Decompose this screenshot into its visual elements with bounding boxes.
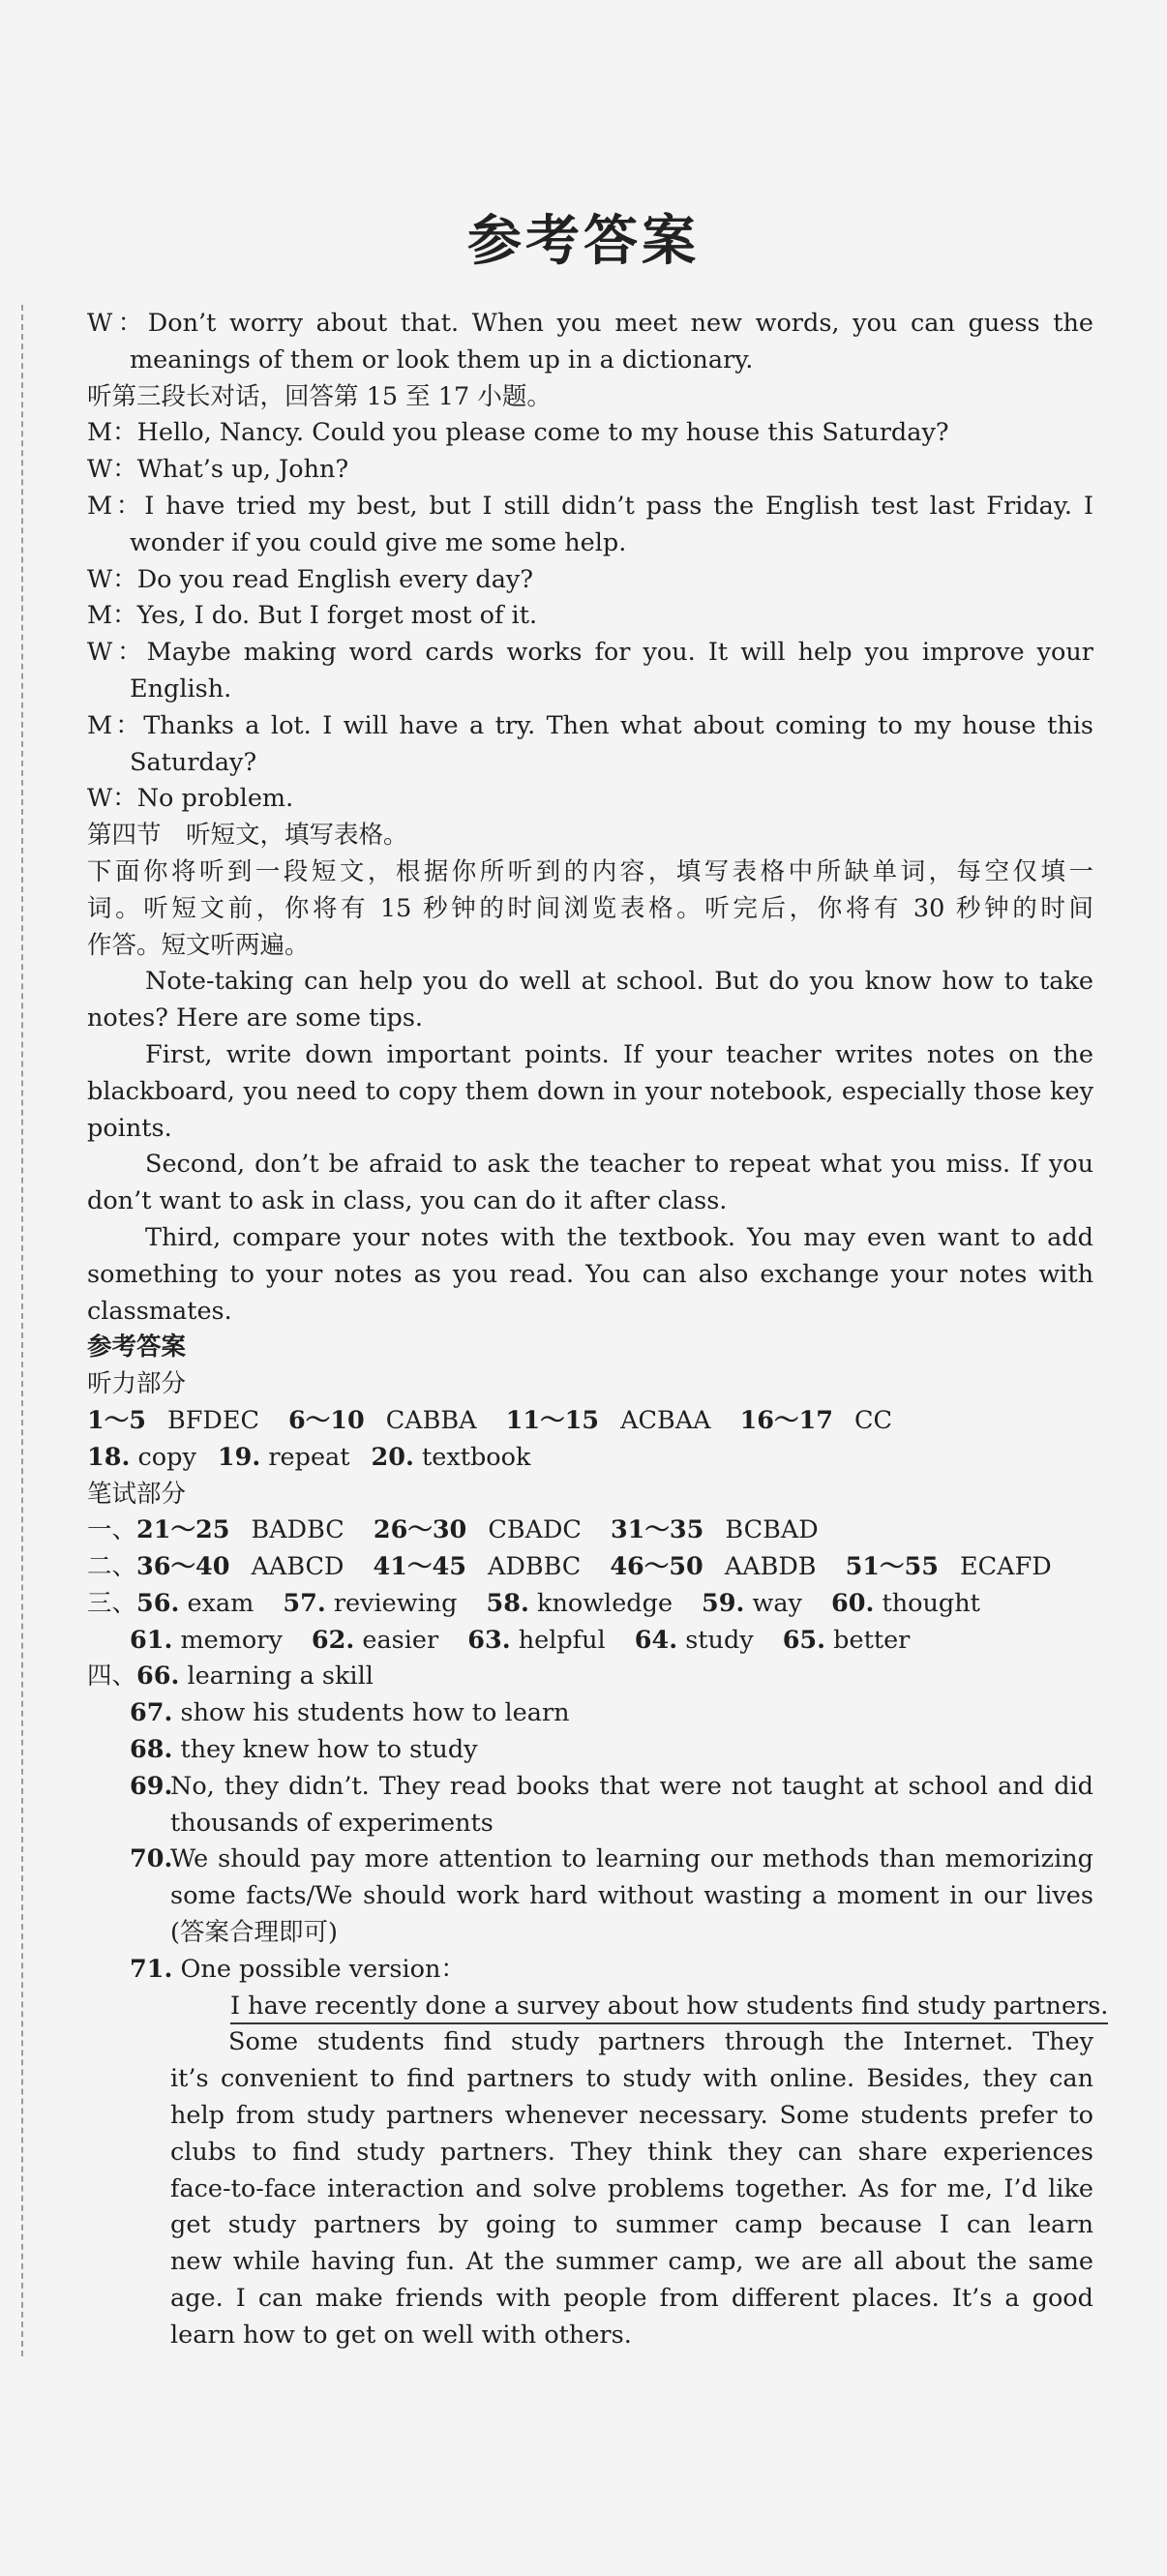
answer-value: study: [685, 1625, 754, 1655]
passage-line: Note-taking can help you do well at school. But do you know how to take: [145, 967, 1093, 997]
passage-line: Second, don’t be afraid to ask the teacher to repeat what you miss. If you: [145, 1150, 1093, 1180]
passage-line: something to your notes as you read. You can also exchange your notes with: [87, 1259, 1093, 1289]
answer-number: 60.: [830, 1588, 875, 1618]
listening-heading: 听力部分: [87, 1369, 187, 1399]
passage-line: notes? Here are some tips.: [87, 1003, 424, 1033]
answer-value: helpful: [518, 1625, 606, 1655]
answer-number: 18.: [87, 1442, 131, 1472]
answer-value: they knew how to study: [180, 1735, 478, 1765]
part3-answers-row2: [87, 1623, 1093, 1660]
part3-answers-row: [87, 1586, 1093, 1623]
answer-value: CABBA: [385, 1405, 477, 1435]
answer-range: 36～40: [136, 1552, 230, 1582]
q66-answer: [87, 1659, 1093, 1695]
writing-heading: 笔试部分: [87, 1479, 187, 1509]
answer-number: 70.: [130, 1844, 173, 1874]
answer-value: No, they didn’t. They read books that were not taught at school and did: [170, 1771, 1093, 1801]
essay-first-line: [87, 1989, 1109, 2025]
dialogue-line: English.: [130, 674, 232, 704]
content-body: [87, 306, 1109, 2354]
answer-value: way: [752, 1588, 802, 1618]
answer-number: 59.: [702, 1588, 745, 1618]
dialogue-line: W：No problem.: [87, 784, 294, 814]
answer-range: 6～10: [288, 1405, 365, 1435]
page-title: 参考答案: [467, 209, 700, 273]
section-instructions: 词。听短文前，你将有 15 秒钟的时间浏览表格。听完后，你将有 30 秒钟的时间: [87, 893, 1093, 923]
part-prefix: 二、: [87, 1552, 137, 1582]
answer-number: 65.: [782, 1625, 826, 1655]
essay-line: clubs to find study partners. They think they can share experiences: [170, 2137, 1093, 2167]
answer-value: memory: [180, 1625, 283, 1655]
part-prefix: 一、: [87, 1515, 137, 1545]
answer-number: 62.: [311, 1625, 355, 1655]
answer-number: 69.: [130, 1771, 173, 1801]
dialogue-line: wonder if you could give me some help.: [130, 527, 627, 557]
answer-value: copy: [137, 1442, 196, 1472]
section-instructions: 作答。短文听两遍。: [87, 930, 310, 960]
answer-value: thought: [882, 1588, 980, 1618]
answer-number: 19.: [217, 1442, 261, 1472]
answer-number: 20.: [371, 1442, 414, 1472]
answer-value: ACBAA: [620, 1405, 711, 1435]
answer-value: easier: [362, 1625, 439, 1655]
answer-range: 46～50: [610, 1552, 703, 1582]
answer-range: 31～35: [610, 1515, 704, 1545]
passage-line: points.: [87, 1113, 172, 1143]
q69-answer: [87, 1769, 1093, 1806]
answer-range: 16～17: [739, 1405, 834, 1435]
answer-value: BFDEC: [167, 1405, 260, 1435]
answer-value: reviewing: [333, 1588, 458, 1618]
essay-underlined-sentence: I have recently done a survey about how students find study partners.: [230, 1990, 1108, 2024]
answer-value: AABCD: [251, 1552, 344, 1582]
listening-fill-row: [87, 1440, 1093, 1477]
dialogue-line: M：Hello, Nancy. Could you please come to my house this Saturday?: [87, 418, 949, 448]
answer-value: better: [833, 1625, 911, 1655]
answer-value: learning a skill: [187, 1662, 374, 1692]
answer-number: 56.: [136, 1588, 180, 1618]
passage-line: don’t want to ask in class, you can do it after class.: [87, 1186, 728, 1216]
q70-answer: [87, 1842, 1093, 1878]
answer-label: One possible version：: [180, 1954, 465, 1984]
answer-number: 66.: [136, 1662, 180, 1692]
section-instructions: 下面你将听到一段短文，根据你所听到的内容，填写表格中所缺单词，每空仅填一: [87, 856, 1093, 886]
q70-answer-note: (答案合理即可): [170, 1918, 338, 1948]
dialogue-line: W：Maybe making word cards works for you. It will help you improve your: [87, 638, 1093, 668]
answer-value: exam: [187, 1588, 254, 1618]
passage-line: blackboard, you need to copy them down in your notebook, especially those key: [87, 1076, 1093, 1106]
answer-number: 57.: [283, 1588, 326, 1618]
answer-value: BADBC: [251, 1515, 344, 1545]
answer-value: AABDB: [724, 1552, 817, 1582]
q70-answer-cont: some facts/We should work hard without wasting a moment in our lives: [170, 1881, 1093, 1911]
essay-line: Some students find study partners through the Internet. They: [228, 2027, 1093, 2057]
dialogue-line: M：I have tried my best, but I still didn’t pass the English test last Friday. I: [87, 491, 1093, 521]
answer-value: We should pay more attention to learning our methods than memorizing: [170, 1844, 1093, 1874]
answer-number: 71.: [130, 1954, 173, 1984]
answer-range: 26～30: [373, 1515, 467, 1545]
listening-answers-row: [87, 1403, 1093, 1440]
dialogue-line: M：Thanks a lot. I will have a try. Then what about coming to my house this: [87, 710, 1093, 740]
essay-line: learn how to get on well with others.: [170, 2320, 632, 2350]
q71-answer: [87, 1952, 1093, 1989]
answers-heading: 参考答案: [87, 1333, 187, 1363]
essay-line: new while having fun. At the summer camp, we are all about the same: [170, 2247, 1093, 2277]
essay-line: it’s convenient to find partners to study with online. Besides, they can: [170, 2064, 1093, 2094]
answer-value: ECAFD: [960, 1552, 1052, 1582]
answer-value: repeat: [268, 1442, 350, 1472]
part-prefix: 四、: [87, 1662, 137, 1692]
dialogue-line: W：Do you read English every day?: [87, 564, 533, 594]
answer-value: CBADC: [488, 1515, 582, 1545]
answer-value: knowledge: [537, 1588, 673, 1618]
part-prefix: 三、: [87, 1588, 137, 1618]
answer-value: ADBBC: [487, 1552, 582, 1582]
answer-number: 63.: [467, 1625, 511, 1655]
passage-line: First, write down important points. If your teacher writes notes on the: [145, 1039, 1093, 1069]
answer-value: show his students how to learn: [180, 1698, 570, 1728]
answer-value: BCBAD: [725, 1515, 819, 1545]
section-heading: 第四节 听短文，填写表格。: [87, 821, 408, 851]
essay-line: help from study partners whenever necessary. Some students prefer to: [170, 2101, 1093, 2131]
part2-answers-row: [87, 1549, 1093, 1586]
answer-range: 51～55: [845, 1552, 940, 1582]
answer-number: 67.: [130, 1698, 173, 1728]
passage-line: classmates.: [87, 1296, 232, 1326]
answer-number: 61.: [130, 1625, 173, 1655]
part1-answers-row: [87, 1513, 1093, 1549]
binding-dashed-line: [21, 305, 23, 2356]
answer-value: textbook: [421, 1442, 531, 1472]
answer-number: 58.: [486, 1588, 529, 1618]
answer-range: 21～25: [136, 1515, 230, 1545]
dialogue-instruction: 听第三段长对话，回答第 15 至 17 小题。: [87, 381, 552, 411]
answer-value: CC: [854, 1405, 893, 1435]
answer-range: 41～45: [373, 1552, 466, 1582]
essay-line: age. I can make friends with people from different places. It’s a good: [170, 2284, 1093, 2314]
passage-line: Third, compare your notes with the textbook. You may even want to add: [145, 1222, 1093, 1252]
answer-number: 64.: [634, 1625, 678, 1655]
q69-answer-cont: thousands of experiments: [170, 1808, 494, 1838]
answer-range: 1～5: [87, 1405, 146, 1435]
dialogue-line: meanings of them or look them up in a dictionary.: [130, 344, 754, 374]
dialogue-line: W：Don’t worry about that. When you meet new words, you can guess the: [87, 309, 1093, 338]
dialogue-line: Saturday?: [130, 747, 257, 777]
dialogue-line: W：What’s up, John?: [87, 455, 349, 485]
answer-range: 11～15: [505, 1405, 600, 1435]
q67-answer: [87, 1695, 1093, 1732]
essay-line: get study partners by going to summer camp because I can learn: [170, 2210, 1093, 2240]
dialogue-line: M：Yes, I do. But I forget most of it.: [87, 601, 538, 631]
essay-line: face-to-face interaction and solve problems together. As for me, I’d like: [170, 2173, 1093, 2203]
q68-answer: [87, 1732, 1093, 1769]
answer-number: 68.: [130, 1735, 173, 1765]
